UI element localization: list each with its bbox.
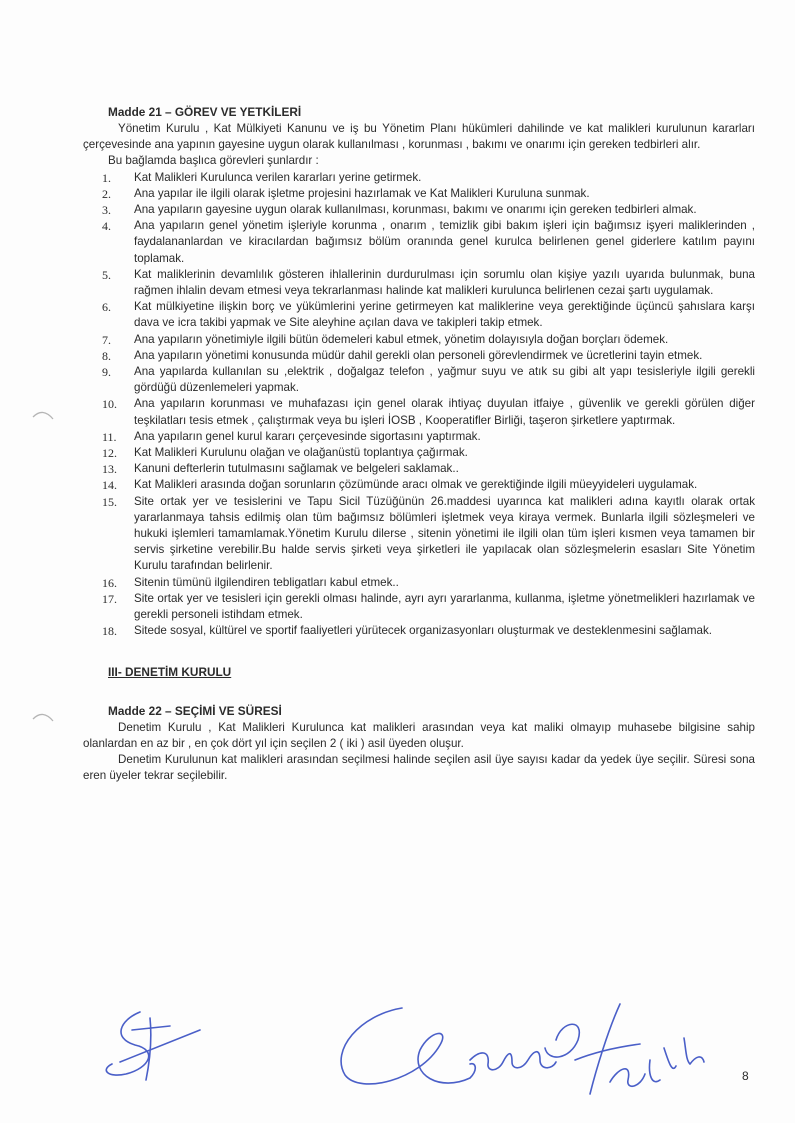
duty-number: 7.	[102, 332, 111, 347]
page-number: 8	[742, 1069, 749, 1083]
duty-item	[83, 429, 755, 445]
article-21-paragraph: Yönetim Kurulu , Kat Mülkiyeti Kanunu ve iş bu Yönetim Planı hükümleri dahilinde ve kat malikleri kurulunun kararları çerçevesinde ana yapının gayesine uygun olarak kullanılması , korunması , bakımı ve onarımı için gereken tedbirleri alır.	[83, 122, 755, 152]
duty-number: 18.	[102, 624, 117, 639]
duty-item	[83, 332, 755, 348]
duty-number: 14.	[102, 478, 117, 493]
duty-number: 13.	[102, 462, 117, 477]
duty-text: Ana yapıların yönetimi konusunda müdür dahil gerekli olan personeli görevlendirmek ve ücretlerini tayin etmek.	[134, 348, 703, 362]
signature-2	[341, 1008, 579, 1084]
signature-3	[575, 1004, 704, 1094]
duty-text: Kat Malikleri Kurulunca verilen kararları yerine getirmek.	[134, 170, 422, 184]
duty-item	[83, 202, 755, 218]
duty-number: 15.	[102, 494, 117, 509]
duty-item	[83, 623, 755, 639]
signatures	[0, 990, 795, 1110]
duty-number: 2.	[102, 186, 111, 201]
duty-number: 1.	[102, 170, 111, 185]
duty-number: 16.	[102, 575, 117, 590]
duty-item	[83, 348, 755, 364]
duty-number: 8.	[102, 348, 111, 363]
duty-text: Site ortak yer ve tesisleri için gerekli olması halinde, ayrı ayrı yararlanma, kullanma, işletme yönetmelikleri hazırlamak ve gerekli personeli istihdam etmek.	[134, 591, 755, 622]
duty-text: Kat mülkiyetine ilişkin borç ve yükümlerini yerine getirmeyen kat maliklerine veya gerektiğinde üçüncü şahıslara karşı dava ve icra takibi yapmak ve Site aleyhine açılan dava ve takipleri takip etmek.	[134, 300, 755, 330]
article-22-paragraph-1: Denetim Kurulu , Kat Malikleri Kurulunca kat malikleri arasından veya kat maliki olmayıp muhasebe bilgisine sahip olanlardan en az bir , en çok dört yıl için seçilen 2 ( iki ) asil üyeden oluşur.	[83, 720, 755, 750]
duty-text: Ana yapıların yönetimiyle ilgili bütün ödemeleri kabul etmek, yönetim dolayısıyla doğan borçları ödemek.	[134, 332, 669, 346]
duty-item	[83, 445, 755, 461]
duty-item	[83, 186, 755, 202]
duty-number: 5.	[102, 267, 111, 282]
duty-number: 10.	[102, 397, 117, 412]
duty-text: Ana yapıların korunması ve muhafazası için genel olarak ihtiyaç duyulan itfaiye , güvenlik ve gerekli görülen diğer teşkilatları tesis etmek , çalıştırmak veya bu işleri İOSB , Kooperatifler Birliği, taşeron şirketlere yaptırmak.	[134, 397, 755, 427]
article-22-paragraph-2: Denetim Kurulunun kat malikleri arasından seçilmesi halinde seçilen asil üye sayısı kadar da yedek üye seçilir. Süresi sona eren üyeler tekrar seçilebilir.	[83, 752, 755, 783]
duty-item	[83, 477, 755, 493]
duty-item	[83, 218, 755, 267]
duties-intro: Bu bağlamda başlıca görevleri şunlardır :	[108, 154, 319, 168]
duty-text: Kat Malikleri arasında doğan sorunların çözümünde aracı olmak ve gerektiğinde ilgili müeyyideleri uygulamak.	[134, 478, 698, 492]
duty-number: 4.	[102, 219, 111, 234]
duty-text: Sitede sosyal, kültürel ve sportif faaliyetleri yürütecek organizasyonları oluşturmak ve desteklenmesini sağlamak.	[134, 624, 713, 638]
signature-1	[106, 1012, 200, 1080]
duty-item	[83, 575, 755, 591]
punch-hole-mark	[30, 707, 56, 727]
duty-number: 9.	[102, 365, 111, 380]
duty-item	[83, 364, 755, 396]
duty-text: Ana yapılarda kullanılan su ,elektrik , doğalgaz telefon , yağmur suyu ve atık su gibi alt yapı tesisleriyle ilgili gerekli gördüğü düzenlemeleri yapmak.	[134, 365, 755, 395]
duty-item	[83, 461, 755, 477]
duty-item	[83, 267, 755, 299]
article-22-heading: Madde 22 – SEÇİMİ VE SÜRESİ	[108, 703, 282, 718]
duty-item	[83, 170, 755, 186]
duties-list	[83, 170, 755, 640]
duty-number: 3.	[102, 203, 111, 218]
duty-text: Site ortak yer ve tesislerini ve Tapu Sicil Tüzüğünün 26.maddesi uyarınca kat malikleri adına kayıtlı olarak ortak yararlanmaya tahsis edilmiş olan tüm bağımsız bölümleri işletmek veya kiraya vermek. Bunlarla ilgili sözleşmeleri ve hukuki işlemleri tamamlamak.Yönetim Kurulu dilerse , sitenin yönetimi ile ilgili olan tüm işleri kısmen veya tamamen bir servis şirketine verebilir.Bu halde servis şirketi veya şirketleri ile yapılacak olan sözleşmelerin esasları Site Yönetim Kurulu tarafından belirlenir.	[134, 494, 755, 573]
duty-text: Sitenin tümünü ilgilendiren tebligatları kabul etmek..	[134, 575, 399, 589]
duty-text: Ana yapıların genel kurul kararı çerçevesinde sigortasını yaptırmak.	[134, 429, 481, 443]
duty-text: Ana yapılar ile ilgili olarak işletme projesini hazırlamak ve Kat Malikleri Kuruluna sunmak.	[134, 186, 590, 200]
section-3-title: III- DENETİM KURULU	[108, 664, 232, 679]
duty-item	[83, 494, 755, 575]
article-21-heading: Madde 21 – GÖREV VE YETKİLERİ	[108, 105, 302, 119]
duty-item	[83, 591, 755, 623]
document-body	[83, 103, 755, 784]
duty-text: Ana yapıların gayesine uygun olarak kullanılması, korunması, bakımı ve onarımı için gereken tedbirleri almak.	[134, 203, 697, 217]
duty-number: 17.	[102, 591, 117, 606]
duty-item	[83, 299, 755, 331]
duty-text: Kanuni defterlerin tutulmasını sağlamak ve belgeleri saklamak..	[134, 462, 459, 476]
duty-number: 6.	[102, 300, 111, 315]
duty-number: 11.	[102, 429, 117, 444]
duty-text: Kat maliklerinin devamlılık gösteren ihlallerinin durdurulması için sorumlu olan kişiye yazılı uyarıda bulunmak, buna rağmen ihlalin devam etmesi veya tekrarlanması halinde kat malikleri kurulunca belirlenen cezai şartı uygulamak.	[134, 267, 755, 298]
duty-text: Kat Malikleri Kurulunu olağan ve olağanüstü toplantıya çağırmak.	[134, 446, 468, 460]
duty-number: 12.	[102, 446, 117, 461]
punch-hole-mark	[30, 405, 56, 425]
duty-text: Ana yapıların genel yönetim işleriyle korunma , onarım , temizlik gibi bakım işleri için bağımsız işyeri maliklerinden , faydalananlardan ve kiracılardan bağımsız bölüm oranında genel kurulca belirlenen genel giderlere katılım payını toplamak.	[134, 219, 755, 265]
duty-item	[83, 396, 755, 428]
